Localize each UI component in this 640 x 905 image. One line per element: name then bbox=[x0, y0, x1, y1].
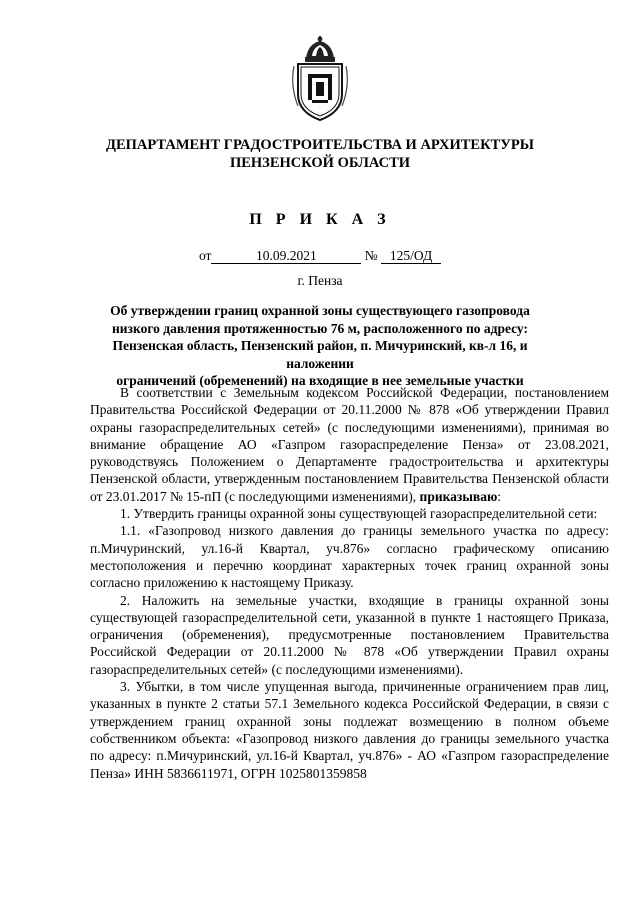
number-label: № bbox=[364, 248, 378, 263]
order-date: 10.09.2021 bbox=[211, 248, 361, 264]
subject-line-1: Об утверждении границ охранной зоны существующего газопровода bbox=[110, 303, 530, 318]
coat-of-arms-icon bbox=[288, 36, 352, 122]
order-title: П Р И К А З bbox=[249, 211, 391, 228]
item-1-paragraph: 1. Утвердить границы охранной зоны существующей газораспределительной сети: bbox=[120, 506, 598, 522]
subject-line-3: Пензенская область, Пензенский район, п. Мичуринский, кв-л 16, и наложении bbox=[112, 338, 528, 371]
decree-colon: : bbox=[497, 488, 502, 504]
item-1-1-paragraph: 1.1. «Газопровод низкого давления до границы земельного участка по адресу: п.Мичуринский, ул.16-й Квартал, уч.876» согласно графическому описанию местоположения и перечню координат характерных точек границ охранной зоны согласно приложению к настоящему Приказу. bbox=[90, 523, 609, 591]
order-subject bbox=[78, 302, 562, 390]
order-number: 125/ОД bbox=[381, 248, 441, 264]
department-line-1: ДЕПАРТАМЕНТ ГРАДОСТРОИТЕЛЬСТВА И АРХИТЕКТУРЫ bbox=[105, 137, 535, 153]
subject-line-2: низкого давления протяженностью 76 м, расположенного по адресу: bbox=[112, 320, 528, 336]
date-from-label: от bbox=[198, 248, 212, 263]
subject-line-4: ограничений (обременений) на входящие в нее земельные участки bbox=[116, 373, 524, 388]
item-2-paragraph: 2. Наложить на земельные участки, входящие в границы охранной зоны существующей газораспределительной сети, указанной в пункте 1 настоящего Приказа, ограничения (обременения), предусмотренные постановлением Правительства Российской Федерации от 20.11.2000 № 878 «Об утверждении Правил охраны газораспределительных сетей» (с последующими изменениями). bbox=[90, 592, 609, 677]
preamble-paragraph bbox=[90, 384, 609, 505]
decree-word: приказываю bbox=[419, 488, 498, 504]
city: г. Пенза bbox=[297, 273, 343, 288]
order-date-number-line bbox=[0, 248, 640, 264]
department-line-2: ПЕНЗЕНСКОЙ ОБЛАСТИ bbox=[229, 155, 411, 171]
document-body bbox=[90, 384, 609, 782]
department-header bbox=[40, 136, 600, 172]
preamble-text: В соответствии с Земельным кодексом Российской Федерации, постановлением Правительства Российской Федерации от 20.11.2000 № 878 «Об утверждении Правил охраны газораспределительных сетей» (с последующими изменениями), принимая во внимание обращение АО «Газпром газораспределение Пенза» от 23.08.2021, руководствуясь Положением о Департаменте градостроительства и архитектуры Пензенской области, утвержденным постановлением Правительства Пензенской области от 23.01.2017 № 15-пП (с последующими изменениями), bbox=[90, 385, 609, 504]
item-3-paragraph: 3. Убытки, в том числе упущенная выгода, причиненные ограничением прав лиц, указанных в пункте 2 статьи 57.1 Земельного кодекса Российской Федерации, в связи с утверждением границ охранной зоны подлежат возмещению в полном объеме собственником объекта: «Газопровод низкого давления до границы земельного участка по адресу: п.Мичуринский, ул.16-й Квартал, уч.876» - АО «Газпром газораспределение Пенза» ИНН 5836611971, ОГРН 1025801359858 bbox=[90, 679, 609, 781]
